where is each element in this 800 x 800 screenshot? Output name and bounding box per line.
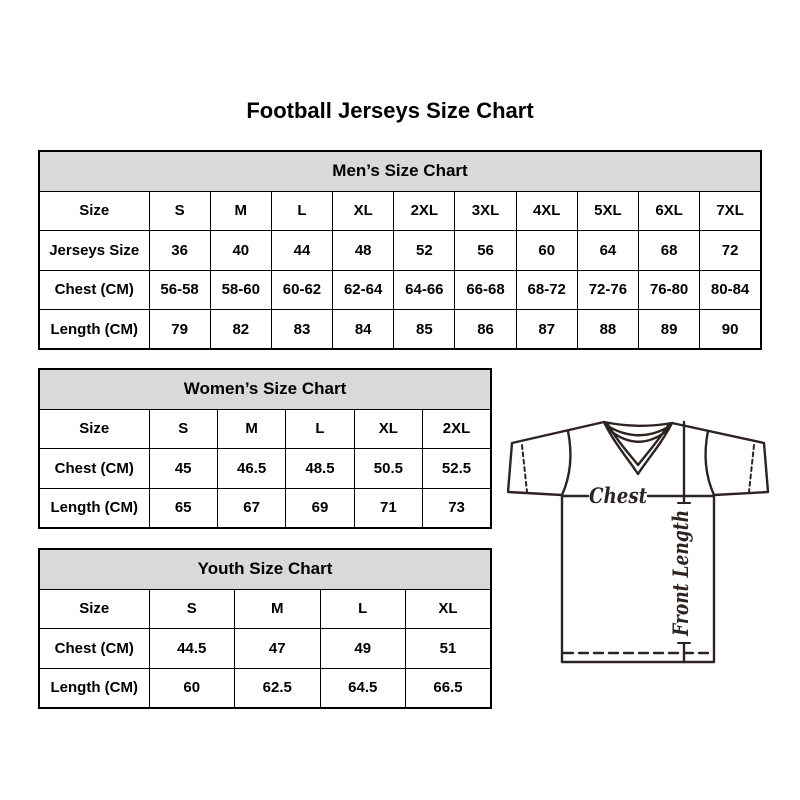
table-cell: L (320, 589, 406, 629)
youth-size-table-title: Youth Size Chart (39, 549, 491, 589)
table-cell: 69 (286, 488, 354, 528)
table-cell: 44 (271, 231, 332, 271)
table-cell: 72 (700, 231, 761, 271)
row-label: Size (39, 409, 149, 449)
table-row (39, 449, 491, 489)
womens-size-table-title: Women’s Size Chart (39, 369, 491, 409)
table-cell: 71 (354, 488, 422, 528)
row-label: Length (CM) (39, 668, 149, 708)
row-label: Chest (CM) (39, 629, 149, 669)
table-cell: 47 (235, 629, 321, 669)
table-cell: 64.5 (320, 668, 406, 708)
table-cell: 83 (271, 310, 332, 350)
row-label: Size (39, 589, 149, 629)
table-cell: 62.5 (235, 668, 321, 708)
table-cell: 3XL (455, 191, 516, 231)
table-cell: L (286, 409, 354, 449)
table-cell: 76-80 (639, 270, 700, 310)
table-cell: 84 (333, 310, 394, 350)
table-row (39, 270, 761, 310)
table-cell: 79 (149, 310, 210, 350)
table-cell: 60 (149, 668, 235, 708)
table-cell: 52 (394, 231, 455, 271)
table-cell: 40 (210, 231, 271, 271)
table-row (39, 668, 491, 708)
table-cell: 7XL (700, 191, 761, 231)
table-cell: 50.5 (354, 449, 422, 489)
table-cell: M (210, 191, 271, 231)
table-cell: 5XL (577, 191, 638, 231)
table-cell: L (271, 191, 332, 231)
table-cell: 67 (217, 488, 285, 528)
table-cell: 56-58 (149, 270, 210, 310)
table-cell: 85 (394, 310, 455, 350)
table-cell: 80-84 (700, 270, 761, 310)
table-cell: 64-66 (394, 270, 455, 310)
table-cell: 49 (320, 629, 406, 669)
table-cell: 89 (639, 310, 700, 350)
table-cell: 82 (210, 310, 271, 350)
youth-size-table (38, 548, 492, 709)
table-cell: XL (333, 191, 394, 231)
table-row (39, 409, 491, 449)
table-cell: 2XL (394, 191, 455, 231)
table-cell: M (235, 589, 321, 629)
row-label: Chest (CM) (39, 449, 149, 489)
table-row (39, 310, 761, 350)
table-cell: 44.5 (149, 629, 235, 669)
table-cell: 36 (149, 231, 210, 271)
table-cell: XL (406, 589, 492, 629)
table-cell: XL (354, 409, 422, 449)
jersey-diagram-svg (507, 412, 771, 666)
table-cell: 45 (149, 449, 217, 489)
table-row (39, 629, 491, 669)
table-cell: 2XL (423, 409, 491, 449)
table-cell: 46.5 (217, 449, 285, 489)
table-cell: 4XL (516, 191, 577, 231)
table-cell: 90 (700, 310, 761, 350)
table-row (39, 589, 491, 629)
table-cell: 64 (577, 231, 638, 271)
front-length-label: Front Length (668, 481, 693, 636)
mens-size-table (38, 150, 762, 350)
table-cell: 87 (516, 310, 577, 350)
table-cell: S (149, 589, 235, 629)
table-cell: 6XL (639, 191, 700, 231)
row-label: Jerseys Size (39, 231, 149, 271)
womens-size-table (38, 368, 492, 529)
table-cell: 66-68 (455, 270, 516, 310)
table-cell: S (149, 191, 210, 231)
row-label: Length (CM) (39, 310, 149, 350)
row-label: Size (39, 191, 149, 231)
table-cell: 88 (577, 310, 638, 350)
table-cell: 48.5 (286, 449, 354, 489)
table-cell: 72-76 (577, 270, 638, 310)
table-cell: 60-62 (271, 270, 332, 310)
table-cell: 52.5 (423, 449, 491, 489)
table-cell: 56 (455, 231, 516, 271)
table-row (39, 191, 761, 231)
jersey-measurement-diagram (507, 412, 771, 666)
table-row (39, 231, 761, 271)
table-cell: 51 (406, 629, 492, 669)
table-cell: 58-60 (210, 270, 271, 310)
page-title: Football Jerseys Size Chart (246, 98, 534, 123)
table-cell: 68 (639, 231, 700, 271)
chest-label: Chest (589, 483, 648, 508)
table-cell: 73 (423, 488, 491, 528)
row-label: Length (CM) (39, 488, 149, 528)
jersey-outline (508, 422, 768, 662)
table-cell: 62-64 (333, 270, 394, 310)
table-cell: 48 (333, 231, 394, 271)
table-cell: 65 (149, 488, 217, 528)
mens-size-table-title: Men’s Size Chart (39, 151, 761, 191)
table-cell: 60 (516, 231, 577, 271)
row-label: Chest (CM) (39, 270, 149, 310)
table-cell: 66.5 (406, 668, 492, 708)
table-row (39, 488, 491, 528)
table-cell: 68-72 (516, 270, 577, 310)
table-cell: S (149, 409, 217, 449)
table-cell: M (217, 409, 285, 449)
table-cell: 86 (455, 310, 516, 350)
